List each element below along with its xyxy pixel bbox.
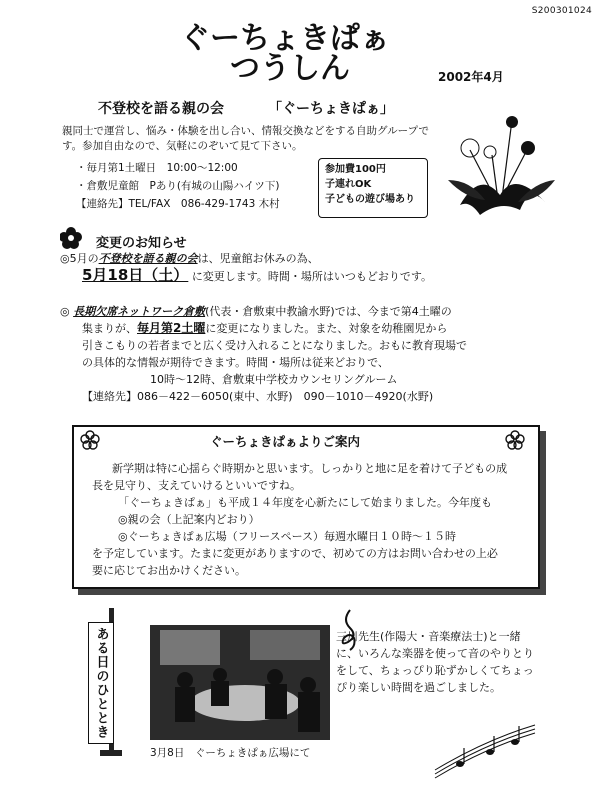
issue-date: 2002年4月 [438,70,504,84]
guide-line: ◎ぐーちょきぱぁ広場（フリースペース）毎週水曜日１０時～１５時 [118,530,457,543]
guide-line: 「ぐーちょきぱぁ」も平成１４年度を心新たにして始まりました。今年度も [118,496,492,509]
music-staff-icon [430,720,540,780]
fee-line: 子どもの遊び場あり [325,194,415,205]
photo-caption: 3月8日 ぐーちょきぱぁ広場にて [150,747,311,759]
flag-base [100,750,122,756]
fee-line: 参加費100円 [325,164,386,175]
guide-title: ぐーちょきぱぁよりご案内 [210,434,361,449]
contact-info: 【連絡先】TEL/FAX 086-429-1743 木村 [76,198,280,210]
flower-illustration-icon [440,110,560,220]
notice-em: 不登校を語る親の会 [98,252,198,265]
flower-icon [60,227,82,249]
notice-date: 5月18日（土） [82,266,189,284]
guide-line: 長を見守り、支えていけるといいですね。 [92,479,301,492]
guide-line: 新学期は特に心揺らぐ時期かと思います。しっかりと地に足を着けて子どもの成 [112,462,508,475]
notice-text: ◎5月の [60,252,99,265]
guide-line: ◎親の会（上記案内どおり） [118,513,260,526]
notice-text: に変更します。時間・場所はいつもどおりです。 [191,270,433,283]
fee-line: 子連れOK [325,179,372,190]
flag-label: ある日のひととき [88,622,114,744]
notice-text: の具体的な情報が期待できます。時間・場所は従来どおりで、 [82,356,389,369]
group-title: 「ぐーちょきぱぁ」 [268,101,394,117]
notice-mark: ◎ [60,305,70,318]
notice-text: (代表・倉敷東中教諭水野)では、今まで第4土曜の [205,305,452,318]
newsletter-title-line1: ぐーちょきぱぁ [180,21,390,56]
newsletter-title-line2: つうしん [230,51,350,86]
flower-icon [505,430,525,450]
notice-contact: 【連絡先】086－422－6050(東中、水野) 090－1010－4920(水野) [82,390,434,403]
group-intro: 親同士で運営し、悩み・体験を出し合い、情報交換などをする自助グループです。参加自由なので、気軽にのぞいて見て下さい。 [62,125,429,152]
music-description: 三川先生(作陽大・音楽療法士)と一緒に、いろんな楽器を使って音のやりとりをして、ちょっぴり恥ずかしくてちょっぴり楽しい時間を過ごしました。 [336,630,534,694]
notice-text: 集まりが、 [82,322,137,335]
notice-em: 毎月第2土曜 [137,321,206,335]
notice-em: 長期欠席ネットワーク倉敷 [73,305,206,318]
guide-line: 要に応じてお出かけください。 [92,564,246,577]
fee-box [318,158,428,218]
notice-text: に変更になりました。また、対象を幼稚園児から [205,322,448,335]
notice-title: 変更のお知らせ [96,236,187,251]
meeting-day: ・毎月第1土曜日 10:00～12:00 [76,162,238,174]
notice-text: は、児童館お休みの為、 [197,252,319,265]
group-name: 不登校を語る親の会 [98,101,224,117]
meeting-place: ・倉敷児童館 Pあり(有城の山陽ハイツ下) [76,180,280,192]
notice-item-2 [60,303,550,405]
notice-item-1 [60,250,560,285]
flower-icon [80,430,100,450]
notice-text: 引きこもりの若者までと広く受け入れることになりました。おもに教育現場で [82,339,467,352]
photo-scene-icon [150,625,330,740]
event-photo [150,625,330,740]
document-id: S200301024 [531,6,592,16]
notice-text: 10時～12時、倉敷東中学校カウンセリングルーム [150,373,398,386]
guide-line: を予定しています。たまに変更がありますので、初めての方はお問い合わせの上必 [92,547,498,560]
